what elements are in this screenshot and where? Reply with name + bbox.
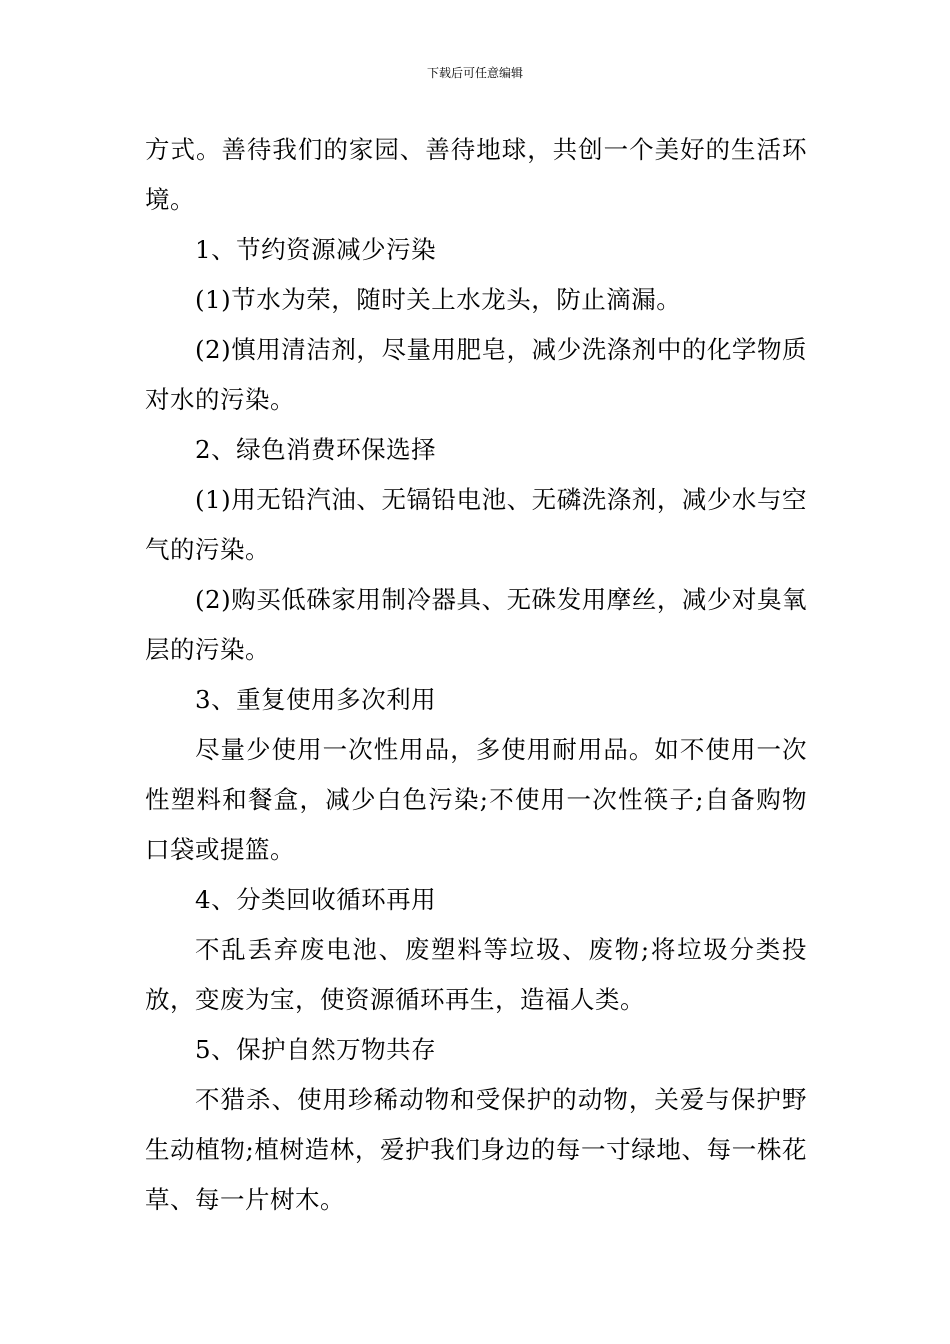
section-heading: 3、重复使用多次利用 — [195, 685, 437, 714]
paragraph: (1)用无铅汽油、无镉铅电池、无磷洗涤剂，减少水与空气的污染。 — [145, 485, 807, 564]
paragraph: 不猎杀、使用珍稀动物和受保护的动物，关爱与保护野生动植物;植树造林，爱护我们身边的每一寸绿地、每一株花草、每一片树木。 — [145, 1085, 807, 1214]
section-heading: 2、绿色消费环保选择 — [195, 435, 437, 464]
paragraph: 方式。善待我们的家园、善待地球，共创一个美好的生活环境。 — [145, 135, 807, 214]
paragraph: (2)慎用清洁剂，尽量用肥皂，减少洗涤剂中的化学物质对水的污染。 — [145, 335, 807, 414]
paragraph: (1)节水为荣，随时关上水龙头，防止滴漏。 — [195, 285, 682, 314]
section-heading: 4、分类回收循环再用 — [195, 885, 437, 914]
section-heading: 1、节约资源减少污染 — [195, 235, 437, 264]
paragraph: 尽量少使用一次性用品，多使用耐用品。如不使用一次性塑料和餐盒，减少白色污染;不使用一次性筷子;自备购物口袋或提篮。 — [145, 735, 807, 864]
document-body — [145, 125, 807, 1225]
paragraph: 不乱丢弃废电池、废塑料等垃圾、废物;将垃圾分类投放，变废为宝，使资源循环再生，造福人类。 — [145, 935, 807, 1014]
paragraph: (2)购买低硃家用制冷器具、无硃发用摩丝，减少对臭氧层的污染。 — [145, 585, 807, 664]
page-header: 下载后可任意编辑 — [426, 66, 523, 80]
section-heading: 5、保护自然万物共存 — [195, 1035, 437, 1064]
